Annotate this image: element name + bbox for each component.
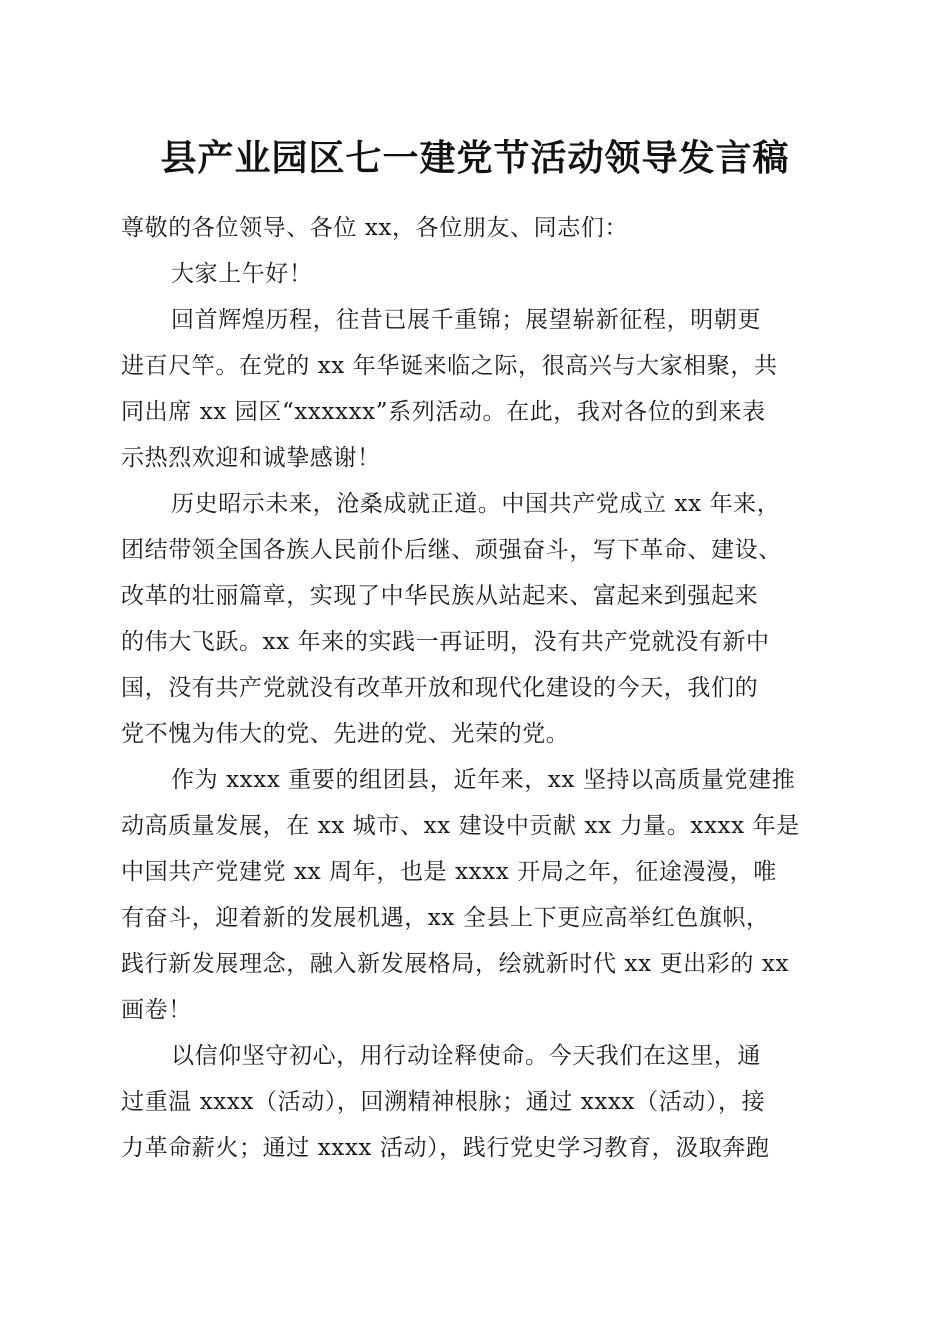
text-line: 同出席 xx 园区“xxxxxx”系列活动。在此，我对各位的到来表 — [121, 399, 766, 425]
text-line: 有奋斗，迎着新的发展机遇，xx 全县上下更应高举红色旗帜， — [121, 905, 770, 931]
text-line: 力革命薪火；通过 xxxx 活动），践行党史学习教育，汲取奔跑 — [121, 1135, 770, 1161]
text-line: 以信仰坚守初心，用行动诠释使命。今天我们在这里，通 — [171, 1043, 761, 1069]
text-line: 大家上午好！ — [171, 261, 313, 287]
document-title: 县产业园区七一建党节活动领导发言稿 — [160, 137, 790, 179]
text-line: 历史昭示未来，沧桑成就正道。中国共产党成立 xx 年来， — [171, 491, 781, 517]
salutation-line: 尊敬的各位领导、各位 xx，各位朋友、同志们： — [121, 215, 629, 241]
text-line: 团结带领全国各族人民前仆后继、顽强奋斗，写下革命、建设、 — [121, 537, 782, 563]
text-line: 践行新发展理念，融入新发展格局，绘就新时代 xx 更出彩的 xx — [121, 951, 790, 977]
text-line: 作为 xxxx 重要的组团县，近年来，xx 坚持以高质量党建推 — [171, 767, 796, 793]
text-line: 进百尺竿。在党的 xx 年华诞来临之际，很高兴与大家相聚，共 — [121, 353, 778, 379]
text-line: 回首辉煌历程，往昔已展千重锦；展望崭新征程，明朝更 — [171, 307, 761, 333]
text-line: 画卷！ — [121, 997, 192, 1023]
text-line: 国，没有共产党就没有改革开放和现代化建设的今天，我们的 — [121, 675, 759, 701]
text-line: 党不愧为伟大的党、先进的党、光荣的党。 — [121, 721, 570, 747]
text-line: 示热烈欢迎和诚挚感谢！ — [121, 445, 381, 471]
text-line: 中国共产党建党 xx 周年，也是 xxxx 开局之年，征途漫漫，唯 — [121, 859, 777, 885]
text-line: 动高质量发展，在 xx 城市、xx 建设中贡献 xx 力量。xxxx 年是 — [121, 813, 800, 839]
text-line: 过重温 xxxx（活动），回溯精神根脉；通过 xxxx（活动），接 — [121, 1089, 766, 1115]
document-body — [121, 205, 826, 1171]
text-line: 改革的壮丽篇章，实现了中华民族从站起来、富起来到强起来 — [121, 583, 759, 609]
text-line: 的伟大飞跃。xx 年来的实践一再证明，没有共产党就没有新中 — [121, 629, 770, 655]
